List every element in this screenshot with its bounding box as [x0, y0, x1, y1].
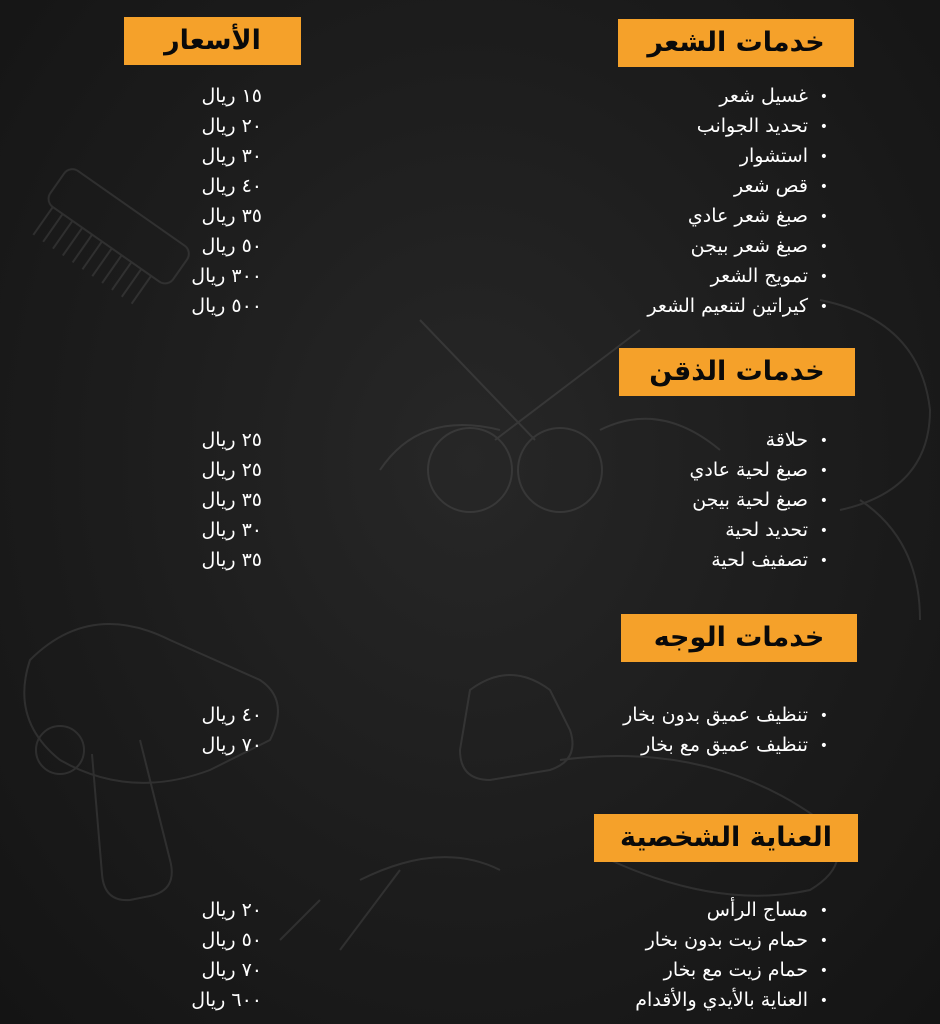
price-value: ١٥ ريال	[201, 85, 262, 107]
service-name: حمام زيت بدون بخار	[645, 929, 808, 951]
service-name: العناية بالأيدي والأقدام	[635, 989, 808, 1011]
service-name: قص شعر	[734, 175, 808, 197]
price-value: ٣٠٠ ريال	[191, 265, 262, 287]
list-item	[734, 171, 828, 202]
bullet-icon: •	[819, 522, 828, 539]
service-name: استشوار	[739, 145, 808, 167]
price-value: ٢٥ ريال	[201, 429, 262, 451]
service-name: تحديد لحية	[725, 519, 808, 541]
price-value: ٣٥ ريال	[201, 489, 262, 511]
bullet-icon: •	[819, 492, 828, 509]
bullet-icon: •	[819, 962, 828, 979]
list-item	[623, 700, 828, 731]
bullet-icon: •	[819, 118, 828, 135]
section-title-hair: خدمات الشعر	[618, 19, 854, 67]
price-value: ٢٠ ريال	[201, 899, 262, 921]
list-item	[664, 955, 828, 986]
bullet-icon: •	[819, 432, 828, 449]
price-value: ٥٠ ريال	[201, 929, 262, 951]
list-item	[692, 485, 828, 516]
list-item	[635, 985, 828, 1016]
price-value: ٧٠ ريال	[201, 959, 262, 981]
service-name: تمويج الشعر	[710, 265, 808, 287]
price-value: ٣٠ ريال	[201, 519, 262, 541]
list-item	[641, 730, 828, 761]
bullet-icon: •	[819, 932, 828, 949]
list-item	[725, 515, 828, 546]
service-name: حمام زيت مع بخار	[663, 959, 808, 981]
bullet-icon: •	[819, 707, 828, 724]
service-name: حلاقة	[765, 429, 808, 451]
bullet-icon: •	[819, 992, 828, 1009]
bullet-icon: •	[819, 737, 828, 754]
list-item	[707, 895, 828, 926]
list-item	[690, 455, 829, 486]
list-item	[719, 81, 828, 112]
bullet-icon: •	[819, 462, 828, 479]
price-value: ٤٠ ريال	[201, 704, 262, 726]
service-name: غسيل شعر	[719, 85, 808, 107]
prices-header: الأسعار	[124, 17, 301, 65]
list-item	[711, 261, 828, 292]
bullet-icon: •	[819, 238, 828, 255]
price-value: ٣٠ ريال	[201, 145, 262, 167]
bullet-icon: •	[819, 268, 828, 285]
list-item	[688, 201, 828, 232]
price-value: ٥٠٠ ريال	[191, 295, 262, 317]
bullet-icon: •	[819, 208, 828, 225]
price-value: ٣٥ ريال	[201, 205, 262, 227]
service-name: تنظيف عميق مع بخار	[641, 734, 808, 756]
hair-dryer-icon	[24, 624, 278, 900]
price-value: ٢٠ ريال	[201, 115, 262, 137]
list-item	[740, 141, 828, 172]
list-item	[646, 925, 828, 956]
service-name: مساج الرأس	[706, 899, 808, 921]
price-value: ٤٠ ريال	[201, 175, 262, 197]
section-title-personal-care: العناية الشخصية	[594, 814, 858, 862]
price-value: ٧٠ ريال	[201, 734, 262, 756]
price-value: ٢٥ ريال	[201, 459, 262, 481]
bullet-icon: •	[819, 178, 828, 195]
service-name: كيراتين لتنعيم الشعر	[647, 295, 808, 317]
bullet-icon: •	[819, 148, 828, 165]
service-name: تصفيف لحية	[711, 549, 808, 571]
service-name: صبغ لحية عادي	[689, 459, 808, 481]
service-name: صبغ شعر عادي	[687, 205, 808, 227]
list-item	[711, 545, 828, 576]
bullet-icon: •	[819, 902, 828, 919]
service-name: تنظيف عميق بدون بخار	[623, 704, 808, 726]
bullet-icon: •	[819, 88, 828, 105]
bullet-icon: •	[819, 298, 828, 315]
list-item	[647, 291, 828, 322]
list-item	[691, 231, 828, 262]
service-name: صبغ شعر بيجن	[690, 235, 808, 257]
price-value: ٣٥ ريال	[201, 549, 262, 571]
section-title-beard: خدمات الذقن	[619, 348, 855, 396]
price-value: ٥٠ ريال	[201, 235, 262, 257]
service-name: تحديد الجوانب	[696, 115, 808, 137]
service-name: صبغ لحية بيجن	[692, 489, 808, 511]
list-item	[697, 111, 828, 142]
bullet-icon: •	[819, 552, 828, 569]
section-title-face: خدمات الوجه	[621, 614, 857, 662]
price-value: ٦٠٠ ريال	[191, 989, 262, 1011]
list-item	[766, 425, 828, 456]
